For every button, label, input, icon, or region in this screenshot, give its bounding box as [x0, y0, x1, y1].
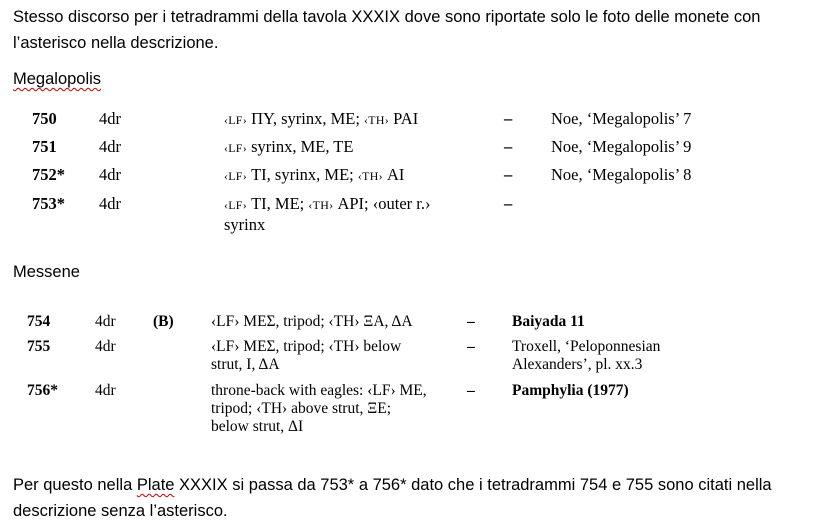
entry-number: 756* — [27, 382, 58, 399]
denomination: 4dr — [99, 109, 121, 128]
section-heading-megalopolis: Megalopolis — [13, 70, 102, 88]
plate-word: Plate — [136, 476, 175, 494]
lf-tag: ‹LF› — [224, 198, 247, 212]
th-legend: ΑΡΙ; ‹outer r.› — [337, 194, 431, 213]
description-continued: tripod; ‹TH› above strut, ΞΕ; — [211, 400, 391, 417]
section-heading-messene: Messene — [13, 263, 80, 281]
denomination: 4dr — [95, 313, 116, 330]
dash: – — [467, 313, 475, 330]
entry-number: 751 — [32, 137, 57, 156]
denomination: 4dr — [99, 194, 121, 213]
final-text-start: Per questo nella — [13, 476, 137, 494]
lf-legend: ΤΙ, ΜΕ; — [251, 194, 305, 213]
final-paragraph — [13, 472, 825, 524]
entry-number: 753* — [32, 194, 65, 213]
reference-continued: Alexanders’, pl. xx.3 — [512, 356, 643, 373]
lf-legend: ΠΥ, syrinx, ΜΕ; — [251, 109, 360, 128]
description-continued: syrinx — [224, 215, 266, 234]
entry-number: 752* — [32, 165, 65, 184]
lf-tag: ‹LF› — [224, 169, 247, 183]
dash: – — [504, 194, 513, 213]
reference: Noe, ‘Megalopolis’ 7 — [551, 109, 692, 128]
lf-legend: syrinx, ΜΕ, ΤΕ — [251, 137, 354, 156]
th-tag: ‹TH› — [308, 198, 334, 212]
reference: Troxell, ‘Peloponnesian — [512, 338, 661, 355]
dash: – — [504, 109, 513, 128]
th-monogram: ΡΑΙ — [393, 109, 419, 128]
description-continued: below strut, ΔΙ — [211, 418, 304, 435]
lf-tag: ‹LF› — [224, 113, 247, 127]
description — [224, 193, 431, 216]
reference: Pamphylia (1977) — [512, 382, 629, 399]
denomination: 4dr — [99, 165, 121, 184]
final-text-end: XXXIX si passa da 753* a 756* dato che i tetradrammi 754 e 755 sono citati nella descrizione senza l’asterisco. — [13, 476, 772, 520]
description-continued: strut, Ι, ΔΑ — [211, 356, 280, 373]
description: ‹LF› ΜΕΣ, tripod; ‹TH› below — [211, 338, 402, 355]
dash: – — [467, 382, 475, 399]
lf-legend: ΤΙ, syrinx, ΜΕ; — [251, 165, 354, 184]
denomination: 4dr — [99, 137, 121, 156]
reference: Baiyada 11 — [512, 313, 585, 330]
description — [224, 108, 418, 131]
th-tag: ‹TH› — [364, 113, 389, 127]
lf-tag: ‹LF› — [224, 141, 247, 155]
dash: – — [504, 137, 513, 156]
dash: – — [504, 165, 513, 184]
description — [224, 136, 353, 159]
reference: Noe, ‘Megalopolis’ 8 — [551, 165, 692, 184]
entry-number: 755 — [27, 338, 51, 355]
th-tag: ‹TH› — [357, 169, 383, 183]
description: ‹LF› ΜΕΣ, tripod; ‹TH› ΞΑ, ΔΑ — [211, 313, 413, 330]
mark: (B) — [153, 313, 174, 330]
entry-number: 750 — [32, 109, 57, 128]
dash: – — [467, 338, 475, 355]
denomination: 4dr — [95, 338, 116, 355]
intro-paragraph: Stesso discorso per i tetradrammi della tavola XXXIX dove sono riportate solo le foto delle monete con l’asterisco nella descrizione. — [13, 8, 761, 52]
th-monogram: ΑΙ — [386, 165, 405, 184]
denomination: 4dr — [95, 382, 116, 399]
reference: Noe, ‘Megalopolis’ 9 — [551, 137, 692, 156]
description — [224, 164, 404, 187]
entry-number: 754 — [27, 313, 51, 330]
description: throne-back with eagles: ‹LF› ΜΕ, — [211, 382, 427, 399]
